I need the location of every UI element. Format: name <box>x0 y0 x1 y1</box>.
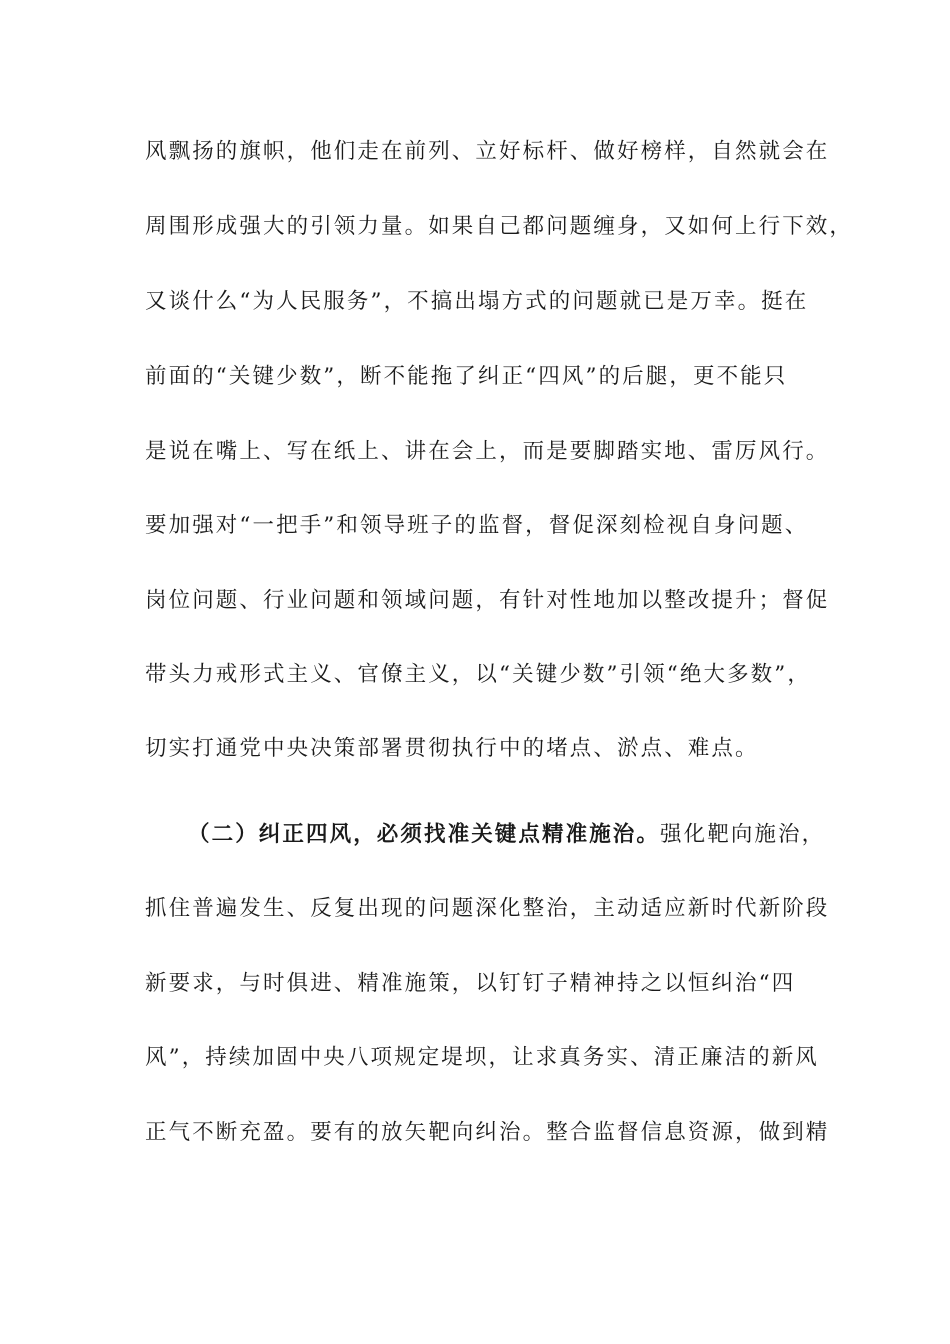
paragraph-line-1: 风飘扬的旗帜，他们走在前列、立好标杆、做好榜样，自然就会在 <box>145 139 830 164</box>
section-heading-line <box>188 820 828 850</box>
paragraph-line-4: 前面的“关键少数”，断不能拖了纠正“四风”的后腿，更不能只 <box>145 364 788 389</box>
paragraph-line-5: 是说在嘴上、写在纸上、讲在会上，而是要脚踏实地、雷厉风行。 <box>145 439 830 464</box>
paragraph-line-6: 要加强对“一把手”和领导班子的监督，督促深刻检视自身问题、 <box>145 513 809 538</box>
paragraph-line-9: 切实打通党中央决策部署贯彻执行中的堵点、淤点、难点。 <box>145 736 759 761</box>
section-line-1: 抓住普遍发生、反复出现的问题深化整治，主动适应新时代新阶段 <box>145 896 830 921</box>
section-heading: （二）纠正四风，必须找准关键点精准施治。 <box>188 822 661 847</box>
paragraph-line-2: 周围形成强大的引领力量。如果自己都问题缠身，又如何上行下效， <box>145 214 854 239</box>
section-line-2: 新要求，与时俱进、精准施策，以钉钉子精神持之以恒纠治“四 <box>145 971 796 996</box>
section-heading-continuation: 强化靶向施治， <box>660 822 826 847</box>
paragraph-line-3: 又谈什么“为人民服务”，不搞出塌方式的问题就已是万幸。挺在 <box>145 289 809 314</box>
section-line-3: 风”，持续加固中央八项规定堤坝，让求真务实、清正廉洁的新风 <box>145 1045 819 1070</box>
paragraph-line-7: 岗位问题、行业问题和领域问题，有针对性地加以整改提升；督促 <box>145 588 830 613</box>
section-line-4: 正气不断充盈。要有的放矢靶向纠治。整合监督信息资源，做到精 <box>145 1120 830 1145</box>
paragraph-line-8: 带头力戒形式主义、官僚主义，以“关键少数”引领“绝大多数”， <box>145 662 811 687</box>
